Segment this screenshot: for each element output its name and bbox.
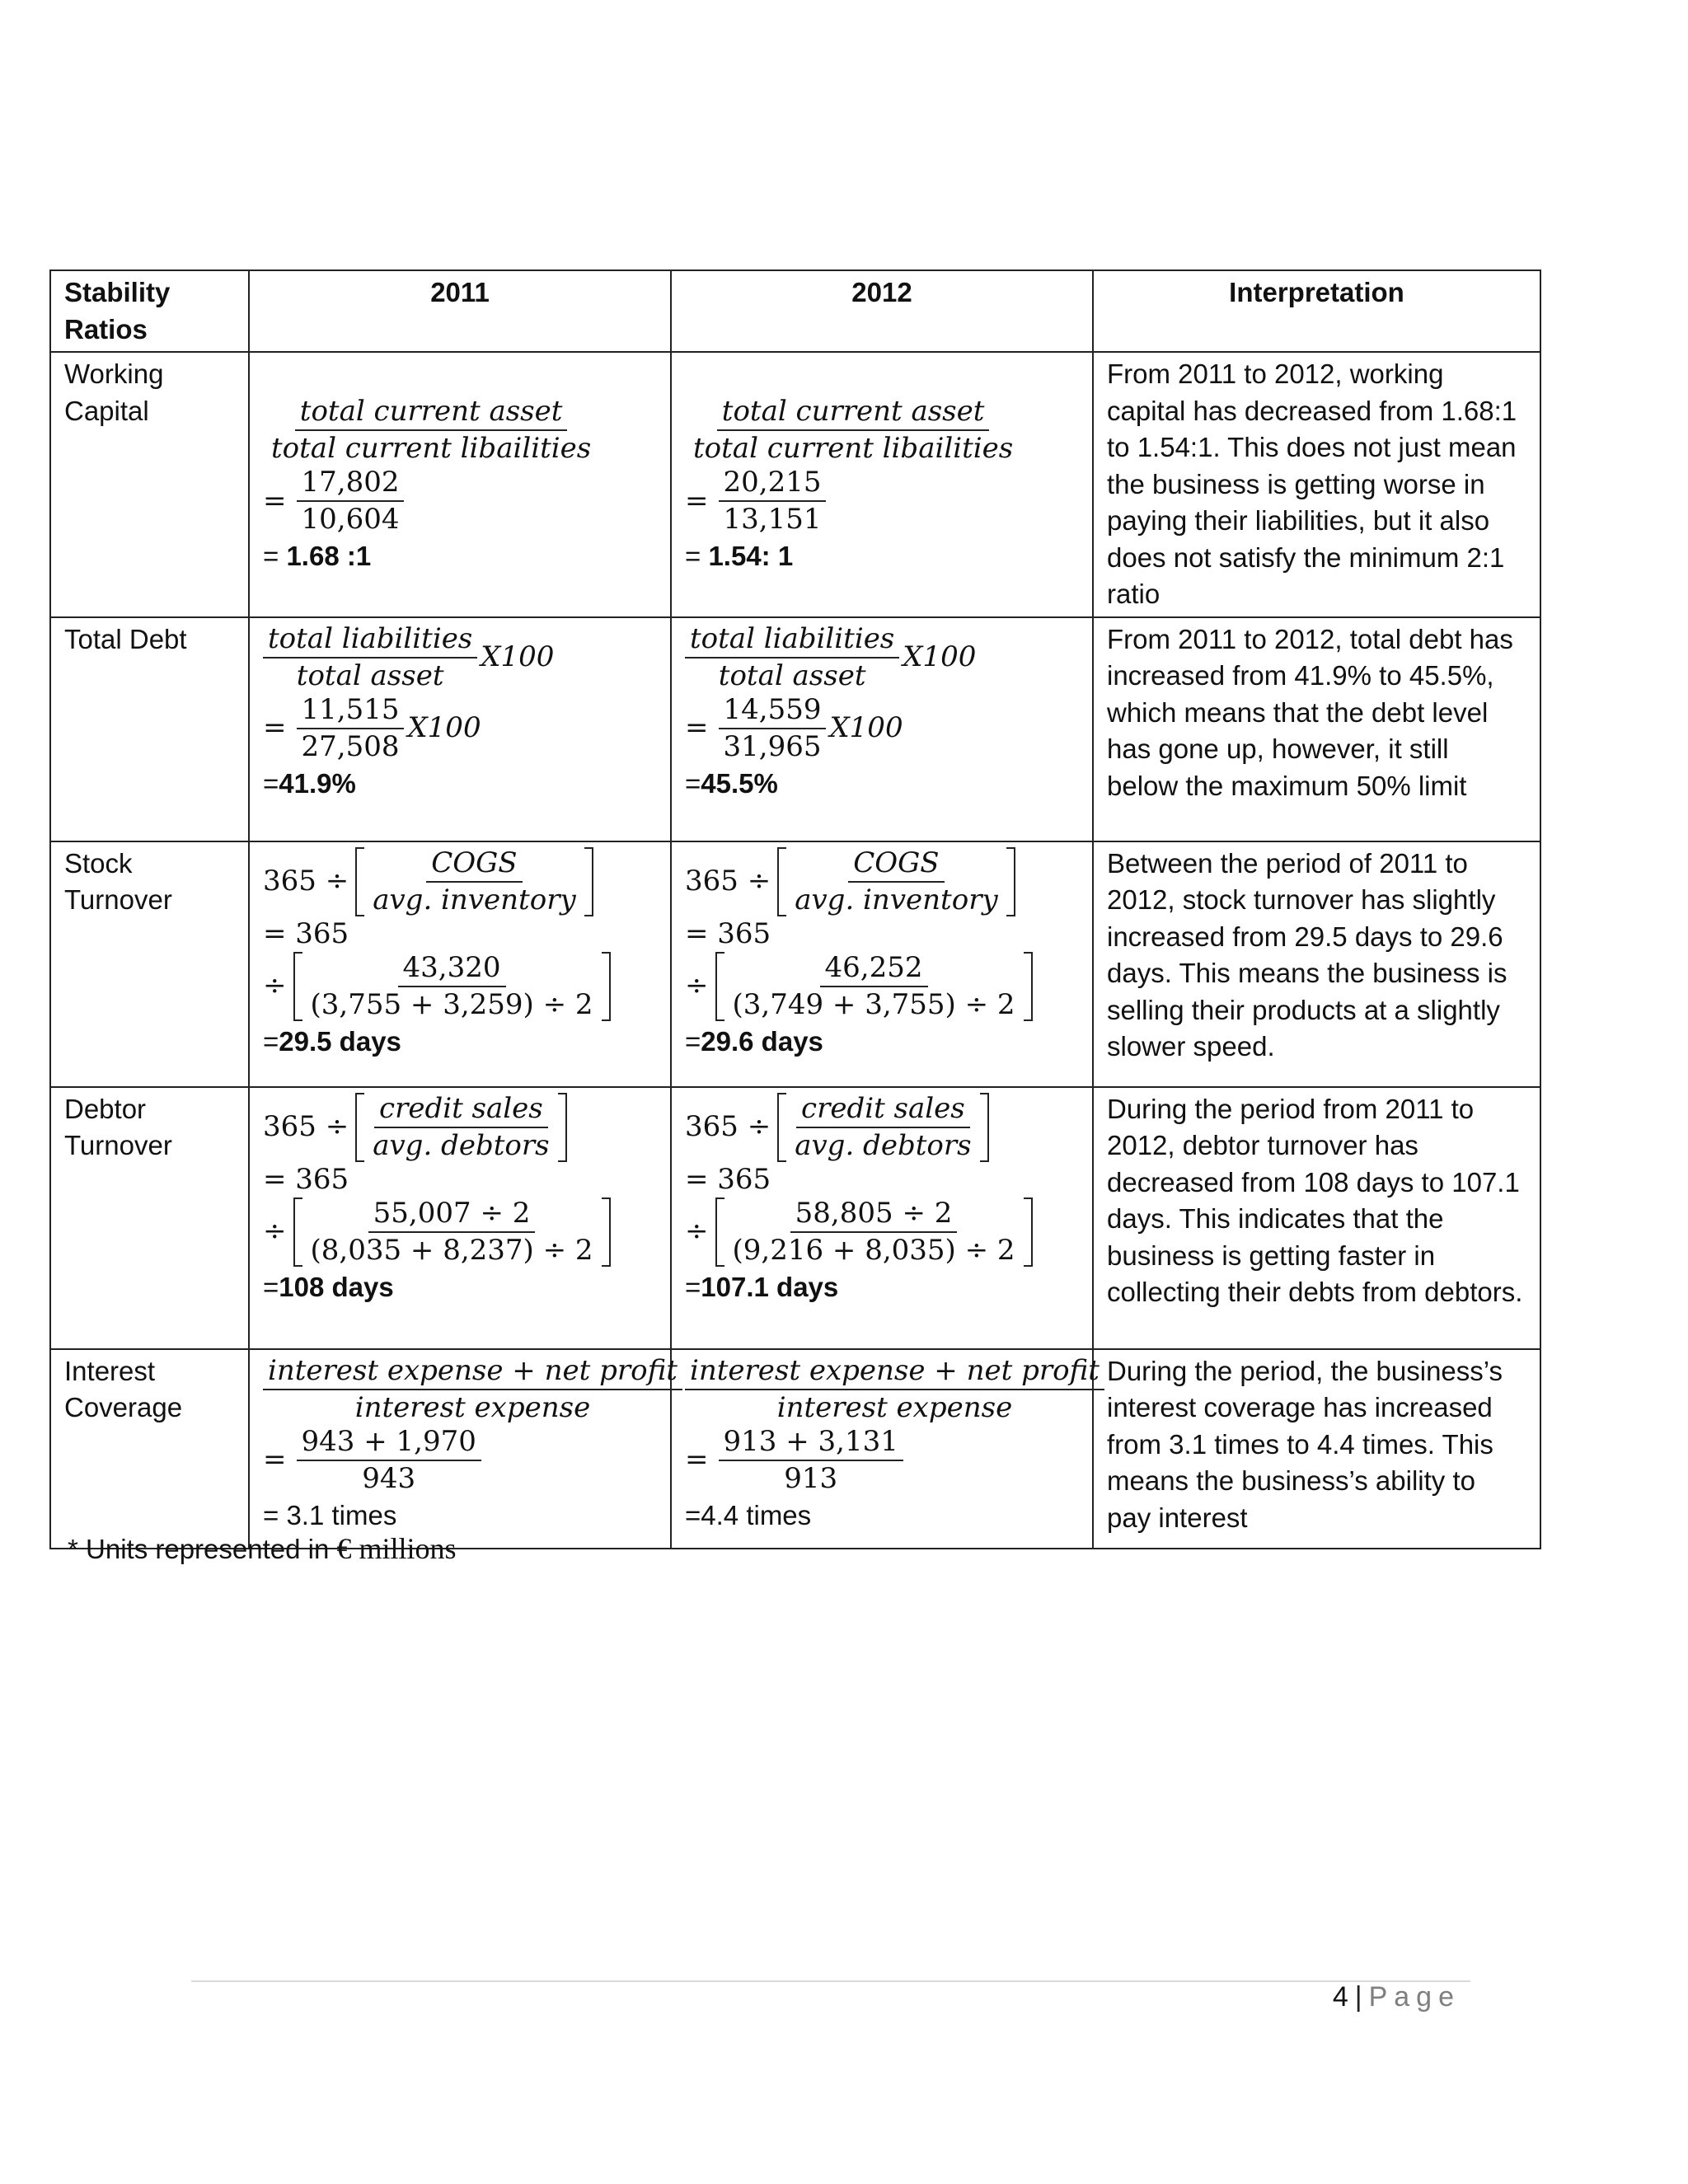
value-fraction: $\frac{14,559}{31,965}$: [719, 694, 827, 763]
table-row: [50, 841, 1540, 1087]
row-label: Working Capital: [50, 352, 249, 617]
row-label: Interest Coverage: [50, 1349, 249, 1549]
cell-2012: $\frac{\text{total current asset}}{\text{total current libailities}}$ = $\frac{20,215}{13,151}$ = 1.54: 1: [671, 352, 1093, 617]
cell-2011: 365 ÷ $\frac{\text{credit sales}}{\text{avg. debtors}}$ = 365 ÷ $\frac{55,007 \div 2}{(8,035 + 8,237) \div 2}$ =108 days: [249, 1087, 671, 1349]
interpretation-text: During the period, the business’s interest coverage has increased from 3.1 times to 4.4 times. This means the business’s ability to pay interest: [1093, 1349, 1540, 1549]
formula-fraction: $\frac{\text{total liabilities}}{\text{total asset}}$: [685, 623, 899, 692]
cell-2012: $\frac{\text{total liabilities}}{\text{total asset}}$ X100 = $\frac{14,559}{31,965}$ X100 =45.5%: [671, 617, 1093, 841]
formula-fraction: $\frac{\text{total liabilities}}{\text{total asset}}$: [263, 623, 477, 692]
formula-fraction: $\frac{\text{COGS}}{\text{avg. inventory}}$: [795, 846, 998, 916]
result: =29.5 days: [263, 1025, 401, 1057]
row-label: Debtor Turnover: [50, 1087, 249, 1349]
value-fraction: $\frac{17,802}{10,604}$: [297, 466, 405, 536]
page-number: 4 | Page: [1332, 1981, 1461, 2013]
table-row: [50, 617, 1540, 841]
result: =108 days: [263, 1271, 394, 1302]
formula-fraction: $\frac{\text{credit sales}}{\text{avg. debtors}}$: [795, 1091, 972, 1162]
formula-fraction: $\frac{\text{COGS}}{\text{avg. inventory}}$: [373, 846, 576, 916]
value-fraction: $\frac{11,515}{27,508}$: [297, 694, 405, 763]
cell-2011: $\frac{\text{total current asset}}{\text{total current libailities}}$ = $\frac{17,802}{10,604}$ = 1.68 :1: [249, 352, 671, 617]
cell-2012: $\frac{\text{interest expense + net profit}}{\text{interest expense}}$ = $\frac{913 + 3,131}{913}$ =4.4 times: [671, 1349, 1093, 1549]
result: =45.5%: [685, 767, 778, 799]
header-stability-ratios: Stability Ratios: [50, 270, 249, 352]
result: =29.6 days: [685, 1025, 823, 1057]
result: =4.4 times: [685, 1499, 812, 1530]
row-label: Total Debt: [50, 617, 249, 841]
footer-divider: [191, 1980, 1470, 1982]
row-label: Stock Turnover: [50, 841, 249, 1087]
result: = 1.68 :1: [263, 541, 372, 572]
cell-2012: 365 ÷ $\frac{\text{credit sales}}{\text{avg. debtors}}$ = 365 ÷ $\frac{58,805 \div 2}{(9,216 + 8,035) \div 2}$ =107.1 days: [671, 1087, 1093, 1349]
cell-2012: 365 ÷ $\frac{\text{COGS}}{\text{avg. inventory}}$ = 365 ÷ $\frac{46,252}{(3,749 + 3,755) \div 2}$ =29.6 days: [671, 841, 1093, 1087]
formula-fraction: $\frac{\text{total current asset}}{\text{total current libailities}}$: [271, 395, 592, 466]
interpretation-text: From 2011 to 2012, total debt has increased from 41.9% to 45.5%, which means that the debt level has gone up, however, it still below the maximum 50% limit: [1093, 617, 1540, 841]
units-footnote: * Units represented in € millions: [68, 1532, 457, 1565]
cell-2011: $\frac{\text{total liabilities}}{\text{total asset}}$ X100 = $\frac{11,515}{27,508}$ X100 =41.9%: [249, 617, 671, 841]
value-fraction: $\frac{58,805 \div 2}{(9,216 + 8,035) \div 2}$: [732, 1196, 1015, 1267]
table-row: [50, 1349, 1540, 1549]
formula-fraction: $\frac{\text{credit sales}}{\text{avg. debtors}}$: [373, 1091, 550, 1162]
formula-fraction: $\frac{\text{total current asset}}{\text{total current libailities}}$: [693, 395, 1014, 466]
header-2011: 2011: [249, 270, 671, 352]
result: = 1.54: 1: [685, 541, 794, 572]
value-fraction: $\frac{55,007 \div 2}{(8,035 + 8,237) \div 2}$: [310, 1196, 593, 1267]
formula-fraction: $\frac{\text{interest expense + net profit}}{\text{interest expense}}$: [685, 1355, 1104, 1424]
value-fraction: $\frac{943 + 1,970}{943}$: [297, 1426, 481, 1495]
value-fraction: $\frac{20,215}{13,151}$: [719, 466, 827, 536]
interpretation-text: Between the period of 2011 to 2012, stock turnover has slightly increased from 29.5 days to 29.6 days. This means the business is selling their products at a slightly slower speed.: [1093, 841, 1540, 1087]
result: =41.9%: [263, 767, 356, 799]
result: = 3.1 times: [263, 1499, 397, 1530]
table-header-row: [50, 270, 1540, 352]
table-row: [50, 1087, 1540, 1349]
result: =107.1 days: [685, 1271, 839, 1302]
stability-ratios-table: [49, 269, 1541, 1549]
value-fraction: $\frac{913 + 3,131}{913}$: [719, 1426, 903, 1495]
value-fraction: $\frac{46,252}{(3,749 + 3,755) \div 2}$: [732, 950, 1015, 1021]
formula-fraction: $\frac{\text{interest expense + net profit}}{\text{interest expense}}$: [263, 1355, 682, 1424]
interpretation-text: From 2011 to 2012, working capital has decreased from 1.68:1 to 1.54:1. This does not just mean the business is getting worse in paying their liabilities, but it also does not satisfy the minimum 2:1 ratio: [1093, 352, 1540, 617]
header-2012: 2012: [671, 270, 1093, 352]
table-row: [50, 352, 1540, 617]
cell-2011: 365 ÷ $\frac{\text{COGS}}{\text{avg. inventory}}$ = 365 ÷ $\frac{43,320}{(3,755 + 3,259) \div 2}$ =29.5 days: [249, 841, 671, 1087]
value-fraction: $\frac{43,320}{(3,755 + 3,259) \div 2}$: [310, 950, 593, 1021]
interpretation-text: During the period from 2011 to 2012, debtor turnover has decreased from 108 days to 107.1 days. This indicates that the business is getting faster in collecting their debts from debtors.: [1093, 1087, 1540, 1349]
cell-2011: $\frac{\text{interest expense + net profit}}{\text{interest expense}}$ = $\frac{943 + 1,970}{943}$ = 3.1 times: [249, 1349, 671, 1549]
header-interpretation: Interpretation: [1093, 270, 1540, 352]
